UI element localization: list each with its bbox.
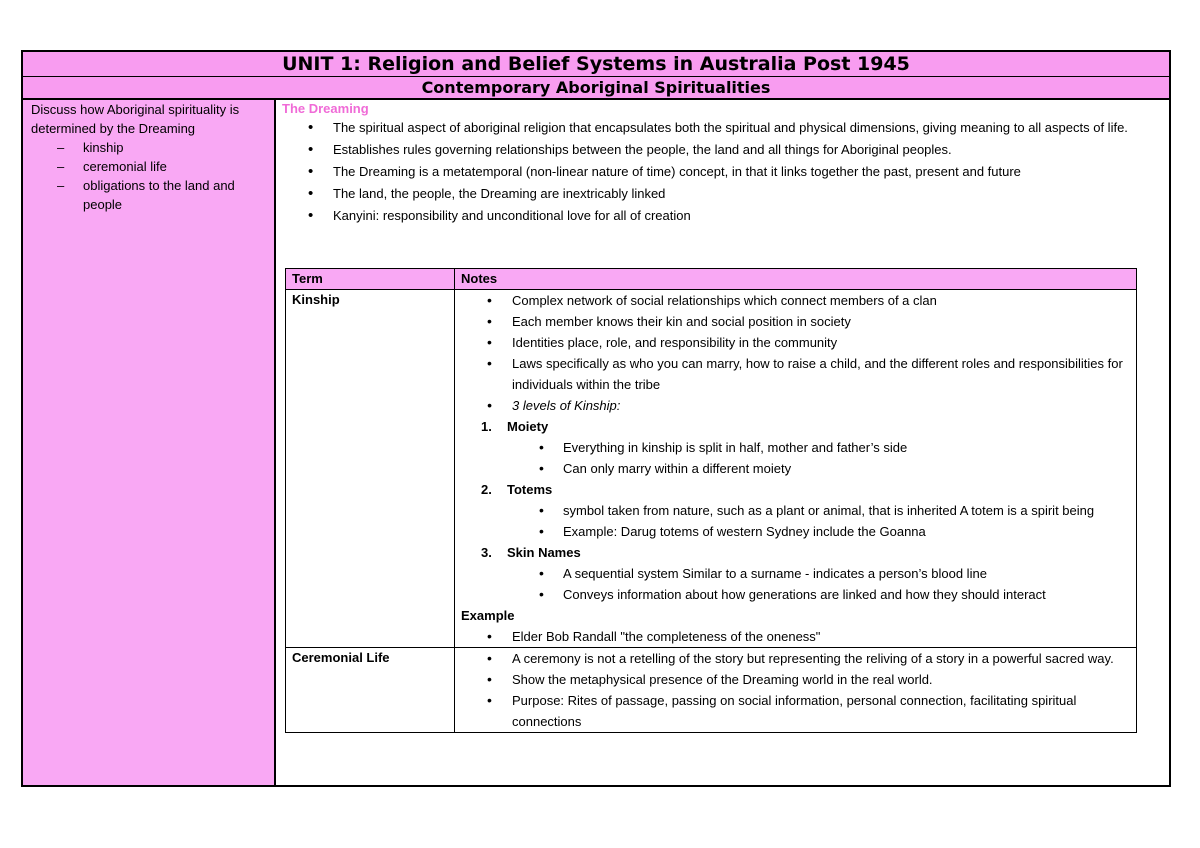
level-list [461, 437, 1132, 479]
list-item: • symbol taken from nature, such as a plant or animal, that is inherited A totem is a spirit being [461, 500, 1132, 521]
dreaming-heading: The Dreaming [282, 101, 369, 116]
list-item: • Complex network of social relationships which connect members of a clan [461, 290, 1132, 311]
list-item: • Purpose: Rites of passage, passing on social information, personal connection, facilitating spiritual connections [461, 690, 1132, 732]
dreaming-point: • Establishes rules governing relationships between the people, the land and all things for Aboriginal peoples. [282, 140, 1169, 159]
content-row [23, 100, 1169, 785]
level-number: 3. [481, 545, 492, 560]
list-item: • Each member knows their kin and social position in society [461, 311, 1132, 332]
syllabus-item: – kinship [31, 138, 268, 157]
dreaming-list [282, 118, 1169, 225]
header-notes: Notes [455, 269, 1137, 290]
level-list [461, 500, 1132, 542]
list-item: • Can only marry within a different moiety [461, 458, 1132, 479]
header-term: Term [286, 269, 455, 290]
syllabus-item: – ceremonial life [31, 157, 268, 176]
list-item: • Example: Darug totems of western Sydney include the Goanna [461, 521, 1132, 542]
example-label: Example [461, 608, 515, 623]
kinship-list [461, 290, 1132, 416]
term-ceremonial-life: Ceremonial Life [286, 648, 455, 733]
terms-table [285, 268, 1137, 733]
syllabus-intro: Discuss how Aboriginal spirituality is determined by the Dreaming [31, 102, 240, 136]
list-item: • A sequential system Similar to a surname - indicates a person’s blood line [461, 563, 1132, 584]
document-page [21, 50, 1167, 787]
table-row [286, 290, 1137, 648]
notes-column [276, 100, 1169, 785]
dreaming-point: • The spiritual aspect of aboriginal religion that encapsulates both the spiritual and physical dimensions, giving meaning to all aspects of life. [282, 118, 1169, 137]
list-item: • Show the metaphysical presence of the Dreaming world in the real world. [461, 669, 1132, 690]
list-item: • Identities place, role, and responsibility in the community [461, 332, 1132, 353]
list-item: • Everything in kinship is split in half, mother and father’s side [461, 437, 1132, 458]
list-item: • Elder Bob Randall "the completeness of the oneness" [461, 626, 1132, 647]
syllabus-column [23, 100, 276, 785]
level-number: 1. [481, 419, 492, 434]
dreaming-point: • The Dreaming is a metatemporal (non-linear nature of time) concept, in that it links together the past, present and future [282, 162, 1169, 181]
page-title: UNIT 1: Religion and Belief Systems in Australia Post 1945 [23, 52, 1169, 77]
ceremonial-list [461, 648, 1132, 732]
notes-kinship [455, 290, 1137, 648]
level-heading [461, 542, 1132, 563]
level-list [461, 563, 1132, 605]
level-heading [461, 479, 1132, 500]
term-kinship: Kinship [286, 290, 455, 648]
level-name: Skin Names [507, 545, 581, 560]
dreaming-point: • Kanyini: responsibility and unconditional love for all of creation [282, 206, 1169, 225]
level-heading [461, 416, 1132, 437]
notes-ceremonial-life [455, 648, 1137, 733]
level-name: Moiety [507, 419, 549, 434]
list-item: • 3 levels of Kinship: [461, 395, 1132, 416]
list-item: • A ceremony is not a retelling of the story but representing the reliving of a story in a powerful sacred way. [461, 648, 1132, 669]
dreaming-point: • The land, the people, the Dreaming are inextricably linked [282, 184, 1169, 203]
unit-table [21, 50, 1171, 787]
level-name: Totems [507, 482, 553, 497]
example-list [461, 626, 1132, 647]
table-header-row [286, 269, 1137, 290]
list-item: • Laws specifically as who you can marry, how to raise a child, and the different roles and responsibilities for individuals within the tribe [461, 353, 1132, 395]
table-row [286, 648, 1137, 733]
list-item: • Conveys information about how generations are linked and how they should interact [461, 584, 1132, 605]
syllabus-item: – obligations to the land and people [31, 176, 268, 214]
syllabus-list [31, 138, 268, 214]
level-number: 2. [481, 482, 492, 497]
page-subtitle: Contemporary Aboriginal Spiritualities [23, 77, 1169, 100]
